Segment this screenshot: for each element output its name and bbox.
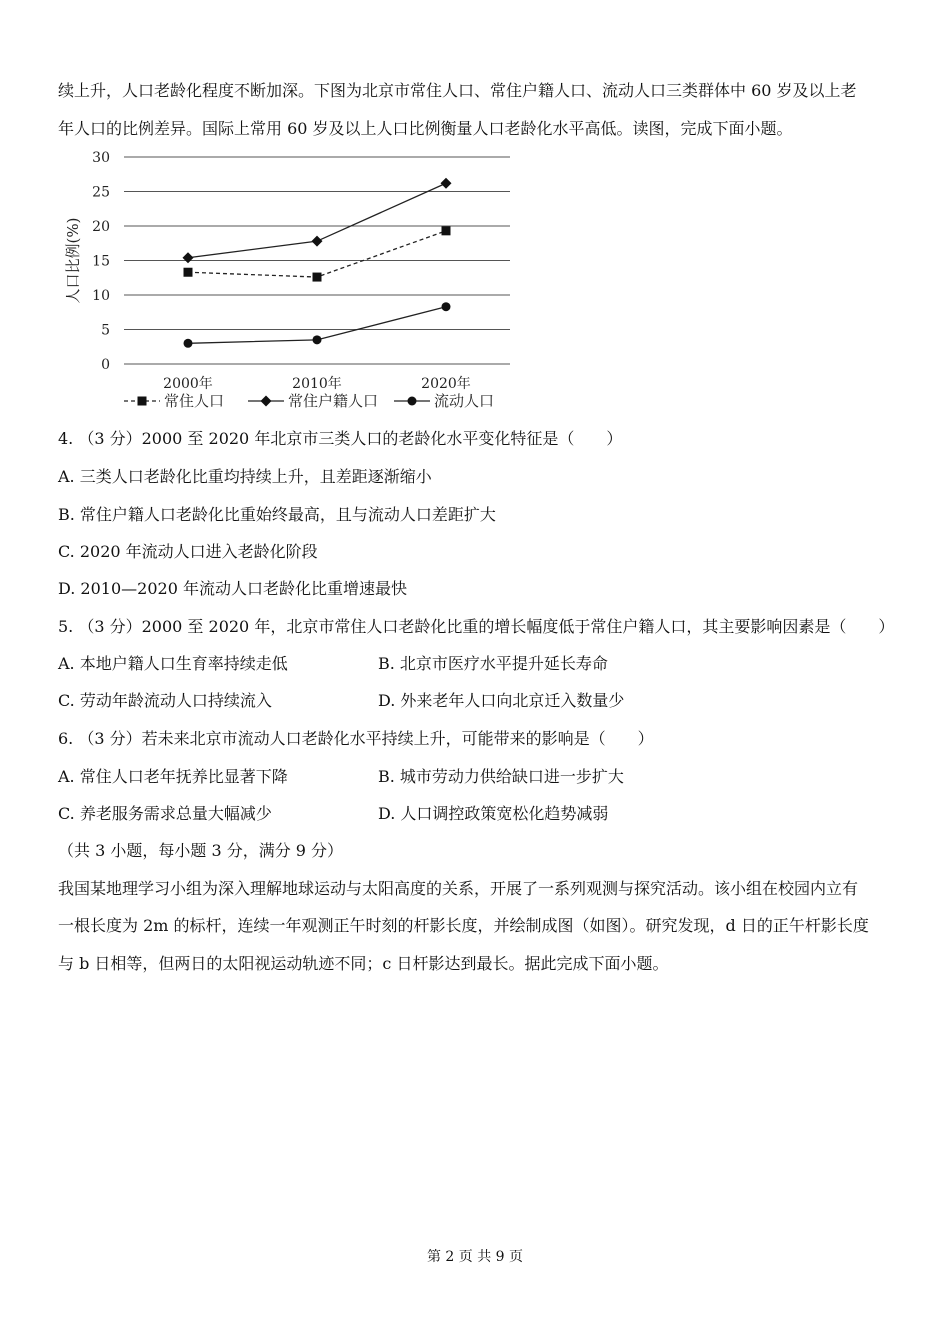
question-4-option-d: D. 2010—2020 年流动人口老龄化比重增速最快: [58, 579, 407, 598]
question-6-option-b: B. 城市劳动力供给缺口进一步扩大: [378, 767, 624, 786]
y-tick-label: 10: [92, 288, 110, 304]
page-footer: 第 2 页 共 9 页: [426, 1249, 524, 1265]
question-6-stem: 6. （3 分）若未来北京市流动人口老龄化水平持续上升，可能带来的影响是（ ）: [58, 729, 654, 748]
question-6-option-d: D. 人口调控政策宽松化趋势减弱: [378, 804, 609, 823]
x-tick-label: 2000年: [163, 376, 213, 392]
legend-label-2: 常住户籍人口: [288, 392, 379, 410]
line-chart: [58, 142, 528, 420]
y-axis-label: 人口比例(%): [64, 217, 82, 304]
legend-marker-2: [261, 396, 272, 407]
question-5-stem: 5. （3 分）2000 至 2020 年，北京市常住人口老龄化比重的增长幅度低于常住户籍人口，其主要影响因素是（ ）: [58, 617, 895, 636]
data-point-series-2: [183, 252, 194, 263]
passage-line-1: 我国某地理学习小组为深入理解地球运动与太阳高度的关系，开展了一系列观测与探究活动。该小组在校园内立有: [58, 879, 859, 898]
x-tick-label: 2020年: [421, 376, 471, 392]
y-tick-label: 5: [101, 322, 110, 339]
y-tick-label: 0: [101, 357, 110, 373]
data-point-series-2: [312, 236, 323, 247]
question-4-stem: 4. （3 分）2000 至 2020 年北京市三类人口的老龄化水平变化特征是（ ）: [58, 429, 623, 448]
data-point-series-1: [313, 273, 322, 282]
x-tick-label: 2010年: [292, 376, 342, 392]
question-5-option-d: D. 外来老年人口向北京迁入数量少: [378, 691, 625, 710]
data-point-series-3: [442, 302, 451, 311]
question-4-option-a: A. 三类人口老龄化比重均持续上升，且差距逐渐缩小: [58, 467, 432, 486]
y-tick-label: 20: [92, 219, 110, 235]
legend-label-1: 常住人口: [164, 392, 225, 410]
question-5-option-c: C. 劳动年龄流动人口持续流入: [58, 691, 272, 710]
passage-line-2: 一根长度为 2m 的标杆，连续一年观测正午时刻的杆影长度，并绘制成图（如图）。研究发现，d 日的正午杆影长度: [58, 916, 869, 935]
legend-marker-3: [408, 397, 417, 406]
legend-marker-1: [138, 397, 147, 406]
question-5-option-a: A. 本地户籍人口生育率持续走低: [58, 654, 288, 673]
question-4-option-c: C. 2020 年流动人口进入老龄化阶段: [58, 542, 318, 561]
y-tick-label: 25: [92, 184, 110, 201]
question-5-option-b: B. 北京市医疗水平提升延长寿命: [378, 654, 608, 673]
y-tick-label: 30: [92, 150, 110, 166]
question-6-option-a: A. 常住人口老年抚养比显著下降: [58, 767, 288, 786]
passage-line-3: 与 b 日相等，但两日的太阳视运动轨迹不同；c 日杆影达到最长。据此完成下面小题。: [58, 954, 669, 973]
section-note: （共 3 小题，每小题 3 分，满分 9 分）: [58, 841, 344, 860]
question-6-option-c: C. 养老服务需求总量大幅减少: [58, 804, 272, 823]
legend-label-3: 流动人口: [434, 392, 495, 410]
y-tick-label: 15: [92, 253, 110, 270]
data-point-series-2: [441, 178, 452, 189]
intro-line-2: 年人口的比例差异。国际上常用 60 岁及以上人口比例衡量人口老龄化水平高低。读图，完成下面小题。: [58, 119, 793, 138]
data-point-series-1: [184, 268, 193, 277]
intro-line-1: 续上升，人口老龄化程度不断加深。下图为北京市常住人口、常住户籍人口、流动人口三类群体中 60 岁及以上老: [58, 81, 857, 100]
data-point-series-3: [184, 339, 193, 348]
question-4-option-b: B. 常住户籍人口老龄化比重始终最高，且与流动人口差距扩大: [58, 505, 496, 524]
data-point-series-1: [442, 226, 451, 235]
data-point-series-3: [313, 335, 322, 344]
